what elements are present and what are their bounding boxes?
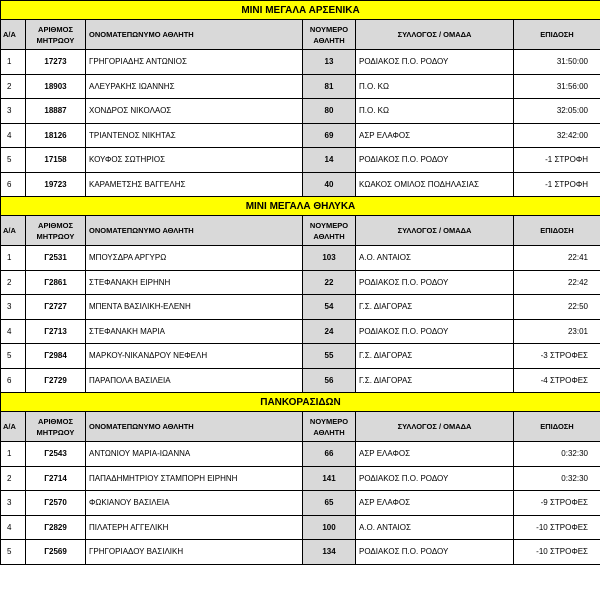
row-club: Α.Ο. ΑΝΤΑΙΟΣ bbox=[356, 515, 514, 540]
table-row bbox=[1, 74, 600, 99]
row-performance: 32:42:00 bbox=[514, 123, 600, 148]
header-bib-number bbox=[303, 20, 356, 50]
row-rank: 6 bbox=[1, 368, 26, 393]
row-athlete-name: ΑΛΕΥΡΑΚΗΣ ΙΩΑΝΝΗΣ bbox=[86, 74, 303, 99]
row-club: Π.Ο. ΚΩ bbox=[356, 99, 514, 124]
row-registration: Γ2570 bbox=[26, 491, 86, 516]
row-athlete-name: ΦΩΚΙΑΝΟΥ ΒΑΣΙΛΕΙΑ bbox=[86, 491, 303, 516]
table-row bbox=[1, 50, 600, 75]
header-registration-line2: ΜΗΤΡΩΟΥ bbox=[36, 35, 75, 45]
row-rank: 5 bbox=[1, 148, 26, 173]
row-rank: 5 bbox=[1, 344, 26, 369]
row-athlete-name: ΧΟΝΔΡΟΣ ΝΙΚΟΛΑΟΣ bbox=[86, 99, 303, 124]
row-performance: 0:32:30 bbox=[514, 466, 600, 491]
row-performance: 0:32:30 bbox=[514, 442, 600, 467]
row-performance: -10 ΣΤΡΟΦΕΣ bbox=[514, 515, 600, 540]
row-club: Γ.Σ. ΔΙΑΓΟΡΑΣ bbox=[356, 295, 514, 320]
row-registration: Γ2829 bbox=[26, 515, 86, 540]
header-bib-number-line1: ΝΟΥΜΕΡΟ bbox=[309, 24, 349, 34]
row-athlete-name: ΚΟΥΦΟΣ ΣΩΤΗΡΙΟΣ bbox=[86, 148, 303, 173]
row-bib-number: 66 bbox=[303, 442, 356, 467]
row-performance: 22:41 bbox=[514, 246, 600, 271]
row-registration: 17158 bbox=[26, 148, 86, 173]
row-rank: 6 bbox=[1, 172, 26, 197]
header-bib-number bbox=[303, 412, 356, 442]
row-athlete-name: ΓΡΗΓΟΡΙΑΔΟΥ ΒΑΣΙΛΙΚΗ bbox=[86, 540, 303, 565]
row-performance: -10 ΣΤΡΟΦΕΣ bbox=[514, 540, 600, 565]
row-rank: 4 bbox=[1, 319, 26, 344]
row-registration: 18126 bbox=[26, 123, 86, 148]
row-registration: Γ2543 bbox=[26, 442, 86, 467]
table-row bbox=[1, 466, 600, 491]
row-rank: 2 bbox=[1, 466, 26, 491]
header-bib-number-line2: ΑΘΛΗΤΗ bbox=[313, 427, 345, 437]
row-athlete-name: ΚΑΡΑΜΕΤΣΗΣ ΒΑΓΓΕΛΗΣ bbox=[86, 172, 303, 197]
header-bib-number bbox=[303, 216, 356, 246]
header-aa: Α/Α bbox=[1, 20, 26, 50]
header-performance: ΕΠΙΔΟΣΗ bbox=[514, 20, 600, 50]
header-registration bbox=[26, 412, 86, 442]
row-athlete-name: ΠΑΡΑΠΟΛΑ ΒΑΣΙΛΕΙΑ bbox=[86, 368, 303, 393]
row-bib-number: 13 bbox=[303, 50, 356, 75]
row-athlete-name: ΠΑΠΑΔΗΜΗΤΡΙΟΥ ΣΤΑΜΠΟΡΗ ΕΙΡΗΝΗ bbox=[86, 466, 303, 491]
row-rank: 1 bbox=[1, 246, 26, 271]
row-rank: 3 bbox=[1, 491, 26, 516]
row-club: ΚΩΑΚΟΣ ΟΜΙΛΟΣ ΠΟΔΗΛΑΣΙΑΣ bbox=[356, 172, 514, 197]
header-aa: Α/Α bbox=[1, 216, 26, 246]
row-bib-number: 56 bbox=[303, 368, 356, 393]
row-bib-number: 55 bbox=[303, 344, 356, 369]
row-registration: Γ2569 bbox=[26, 540, 86, 565]
row-registration: Γ2861 bbox=[26, 270, 86, 295]
header-row bbox=[1, 20, 600, 50]
row-registration: Γ2984 bbox=[26, 344, 86, 369]
row-registration: Γ2531 bbox=[26, 246, 86, 271]
row-club: ΑΣΡ ΕΛΑΦΟΣ bbox=[356, 442, 514, 467]
row-club: ΡΟΔΙΑΚΟΣ Π.Ο. ΡΟΔΟΥ bbox=[356, 540, 514, 565]
header-registration bbox=[26, 20, 86, 50]
row-rank: 1 bbox=[1, 442, 26, 467]
row-bib-number: 134 bbox=[303, 540, 356, 565]
row-performance: 31:56:00 bbox=[514, 74, 600, 99]
row-bib-number: 65 bbox=[303, 491, 356, 516]
section-title-row bbox=[1, 393, 600, 412]
header-registration-line1: ΑΡΙΘΜΟΣ bbox=[38, 416, 73, 426]
row-performance: 32:05:00 bbox=[514, 99, 600, 124]
header-row bbox=[1, 412, 600, 442]
section-title: ΜΙΝΙ ΜΕΓΑΛΑ ΘΗΛΥΚΑ bbox=[1, 197, 600, 216]
header-registration bbox=[26, 216, 86, 246]
header-aa: Α/Α bbox=[1, 412, 26, 442]
row-registration: Γ2713 bbox=[26, 319, 86, 344]
row-club: ΡΟΔΙΑΚΟΣ Π.Ο. ΡΟΔΟΥ bbox=[356, 50, 514, 75]
row-registration: Γ2729 bbox=[26, 368, 86, 393]
row-athlete-name: ΜΠΟΥΣΔΡΑ ΑΡΓΥΡΩ bbox=[86, 246, 303, 271]
row-bib-number: 24 bbox=[303, 319, 356, 344]
row-performance: 23:01 bbox=[514, 319, 600, 344]
row-registration: 18903 bbox=[26, 74, 86, 99]
header-bib-number-line2: ΑΘΛΗΤΗ bbox=[313, 231, 345, 241]
row-club: Γ.Σ. ΔΙΑΓΟΡΑΣ bbox=[356, 368, 514, 393]
header-registration-line2: ΜΗΤΡΩΟΥ bbox=[36, 427, 75, 437]
header-row bbox=[1, 216, 600, 246]
header-registration-line2: ΜΗΤΡΩΟΥ bbox=[36, 231, 75, 241]
table-row bbox=[1, 295, 600, 320]
row-bib-number: 69 bbox=[303, 123, 356, 148]
row-performance: -9 ΣΤΡΟΦΕΣ bbox=[514, 491, 600, 516]
row-performance: 22:50 bbox=[514, 295, 600, 320]
header-bib-number-line1: ΝΟΥΜΕΡΟ bbox=[309, 416, 349, 426]
row-club: Γ.Σ. ΔΙΑΓΟΡΑΣ bbox=[356, 344, 514, 369]
row-registration: Γ2727 bbox=[26, 295, 86, 320]
row-registration: 18887 bbox=[26, 99, 86, 124]
table-row bbox=[1, 319, 600, 344]
header-club: ΣΥΛΛΟΓΟΣ / ΟΜΑΔΑ bbox=[356, 20, 514, 50]
row-club: ΑΣΡ ΕΛΑΦΟΣ bbox=[356, 123, 514, 148]
row-athlete-name: ΤΡΙΑΝΤΕΝΟΣ ΝΙΚΗΤΑΣ bbox=[86, 123, 303, 148]
table-row bbox=[1, 368, 600, 393]
row-performance: -1 ΣΤΡΟΦΗ bbox=[514, 148, 600, 173]
table-row bbox=[1, 270, 600, 295]
row-registration: 19723 bbox=[26, 172, 86, 197]
table-row bbox=[1, 148, 600, 173]
row-performance: -1 ΣΤΡΟΦΗ bbox=[514, 172, 600, 197]
row-bib-number: 54 bbox=[303, 295, 356, 320]
table-row bbox=[1, 172, 600, 197]
header-athlete-name: ΟΝΟΜΑΤΕΠΩΝΥΜΟ ΑΘΛΗΤΗ bbox=[86, 412, 303, 442]
table-row bbox=[1, 99, 600, 124]
header-club: ΣΥΛΛΟΓΟΣ / ΟΜΑΔΑ bbox=[356, 216, 514, 246]
header-registration-line1: ΑΡΙΘΜΟΣ bbox=[38, 24, 73, 34]
row-registration: Γ2714 bbox=[26, 466, 86, 491]
row-rank: 1 bbox=[1, 50, 26, 75]
header-athlete-name: ΟΝΟΜΑΤΕΠΩΝΥΜΟ ΑΘΛΗΤΗ bbox=[86, 216, 303, 246]
section-title: ΠΑΝΚΟΡΑΣΙΔΩΝ bbox=[1, 393, 600, 412]
results-body bbox=[1, 1, 600, 565]
row-bib-number: 40 bbox=[303, 172, 356, 197]
row-performance: -4 ΣΤΡΟΦΕΣ bbox=[514, 368, 600, 393]
row-bib-number: 100 bbox=[303, 515, 356, 540]
row-performance: -3 ΣΤΡΟΦΕΣ bbox=[514, 344, 600, 369]
row-rank: 5 bbox=[1, 540, 26, 565]
row-club: ΡΟΔΙΑΚΟΣ Π.Ο. ΡΟΔΟΥ bbox=[356, 270, 514, 295]
header-performance: ΕΠΙΔΟΣΗ bbox=[514, 216, 600, 246]
row-club: Π.Ο. ΚΩ bbox=[356, 74, 514, 99]
table-row bbox=[1, 246, 600, 271]
row-athlete-name: ΑΝΤΩΝΙΟΥ ΜΑΡΙΑ-ΙΩΑΝΝΑ bbox=[86, 442, 303, 467]
row-rank: 2 bbox=[1, 74, 26, 99]
row-bib-number: 141 bbox=[303, 466, 356, 491]
table-row bbox=[1, 442, 600, 467]
section-title-row bbox=[1, 1, 600, 20]
row-performance: 31:50:00 bbox=[514, 50, 600, 75]
header-club: ΣΥΛΛΟΓΟΣ / ΟΜΑΔΑ bbox=[356, 412, 514, 442]
row-athlete-name: ΜΠΕΝΤΑ ΒΑΣΙΛΙΚΗ-ΕΛΕΝΗ bbox=[86, 295, 303, 320]
header-registration-line1: ΑΡΙΘΜΟΣ bbox=[38, 220, 73, 230]
header-bib-number-line2: ΑΘΛΗΤΗ bbox=[313, 35, 345, 45]
row-bib-number: 103 bbox=[303, 246, 356, 271]
row-athlete-name: ΣΤΕΦΑΝΑΚΗ ΕΙΡΗΝΗ bbox=[86, 270, 303, 295]
section-title-row bbox=[1, 197, 600, 216]
header-bib-number-line1: ΝΟΥΜΕΡΟ bbox=[309, 220, 349, 230]
row-bib-number: 80 bbox=[303, 99, 356, 124]
row-rank: 2 bbox=[1, 270, 26, 295]
table-row bbox=[1, 123, 600, 148]
header-athlete-name: ΟΝΟΜΑΤΕΠΩΝΥΜΟ ΑΘΛΗΤΗ bbox=[86, 20, 303, 50]
header-performance: ΕΠΙΔΟΣΗ bbox=[514, 412, 600, 442]
row-club: ΡΟΔΙΑΚΟΣ Π.Ο. ΡΟΔΟΥ bbox=[356, 466, 514, 491]
row-registration: 17273 bbox=[26, 50, 86, 75]
table-row bbox=[1, 540, 600, 565]
row-bib-number: 14 bbox=[303, 148, 356, 173]
section-title: ΜΙΝΙ ΜΕΓΑΛΑ ΑΡΣΕΝΙΚΑ bbox=[1, 1, 600, 20]
table-row bbox=[1, 344, 600, 369]
row-rank: 3 bbox=[1, 99, 26, 124]
row-club: ΑΣΡ ΕΛΑΦΟΣ bbox=[356, 491, 514, 516]
row-athlete-name: ΜΑΡΚΟΥ-ΝΙΚΑΝΔΡΟΥ ΝΕΦΕΛΗ bbox=[86, 344, 303, 369]
row-club: ΡΟΔΙΑΚΟΣ Π.Ο. ΡΟΔΟΥ bbox=[356, 319, 514, 344]
row-athlete-name: ΠΙΛΑΤΕΡΗ ΑΓΓΕΛΙΚΗ bbox=[86, 515, 303, 540]
row-rank: 4 bbox=[1, 515, 26, 540]
row-bib-number: 81 bbox=[303, 74, 356, 99]
table-row bbox=[1, 491, 600, 516]
row-rank: 4 bbox=[1, 123, 26, 148]
row-bib-number: 22 bbox=[303, 270, 356, 295]
row-performance: 22:42 bbox=[514, 270, 600, 295]
row-rank: 3 bbox=[1, 295, 26, 320]
table-row bbox=[1, 515, 600, 540]
row-club: Α.Ο. ΑΝΤΑΙΟΣ bbox=[356, 246, 514, 271]
row-athlete-name: ΣΤΕΦΑΝΑΚΗ ΜΑΡΙΑ bbox=[86, 319, 303, 344]
row-athlete-name: ΓΡΗΓΟΡΙΑΔΗΣ ΑΝΤΩΝΙΟΣ bbox=[86, 50, 303, 75]
row-club: ΡΟΔΙΑΚΟΣ Π.Ο. ΡΟΔΟΥ bbox=[356, 148, 514, 173]
